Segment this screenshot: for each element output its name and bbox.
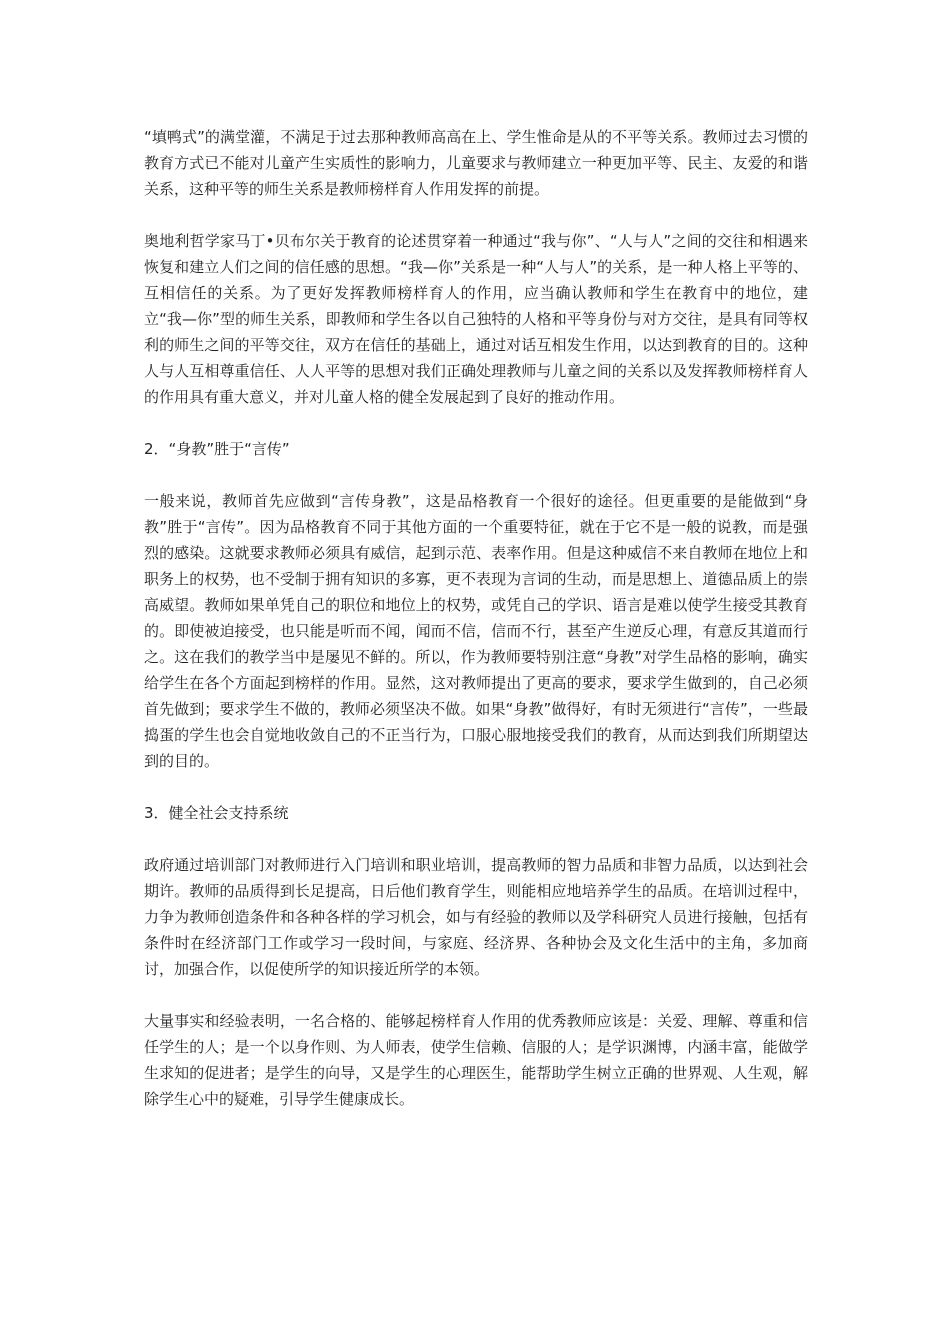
paragraph-social-support: 政府通过培训部门对教师进行入门培训和职业培训，提高教师的智力品质和非智力品质，以达到社会期许。教师的品质得到长足提高，日后他们教育学生，则能相应地培养学生的品质。在培训过程中，力争为教师创造条件和各种各样的学习机会，如与有经验的教师以及学科研究人员进行接触，包括有条件时在经济部门工作或学习一段时间，与家庭、经济界、各种协会及文化生活中的主角，多加商讨，加强合作，以促使所学的知识接近所学的本领。 (144, 856, 808, 978)
paragraph-qualified-teacher: 大量事实和经验表明，一名合格的、能够起榜样育人作用的优秀教师应该是：关爱、理解、尊重和信任学生的人；是一个以身作则、为人师表，使学生信赖、信服的人；是学识渊博，内涵丰富，能做学生求知的促进者；是学生的向导，又是学生的心理医生，能帮助学生树立正确的世界观、人生观，解除学生心中的疑难，引导学生健康成长。 (144, 1012, 808, 1108)
section-heading-3: 3．健全社会支持系统 (144, 804, 289, 822)
document-page (144, 124, 808, 1138)
paragraph-teacher-student-equality: “填鸭式”的满堂灌，不满足于过去那种教师高高在上、学生惟命是从的不平等关系。教师过去习惯的教育方式已不能对儿童产生实质性的影响力，儿童要求与教师建立一种更加平等、民主、友爱的和谐关系，这种平等的师生关系是教师榜样育人作用发挥的前提。 (144, 128, 808, 198)
paragraph-buber-i-thou: 奥地利哲学家马丁•贝布尔关于教育的论述贯穿着一种通过“我与你”、“人与人”之间的交往和相遇来恢复和建立人们之间的信任感的思想。“我—你”关系是一种“人与人”的关系，是一种人格上平等的、互相信任的关系。为了更好发挥教师榜样育人的作用，应当确认教师和学生在教育中的地位，建立“我—你”型的师生关系，即教师和学生各以自己独特的人格和平等身份与对方交往，是具有同等权利的师生之间的平等交往，双方在信任的基础上，通过对话互相发生作用，以达到教育的目的。这种人与人互相尊重信任、人人平等的思想对我们正确处理教师与儿童之间的关系以及发挥教师榜样育人的作用具有重大意义，并对儿童人格的健全发展起到了良好的推动作用。 (144, 232, 808, 406)
section-heading-2: 2．“身教”胜于“言传” (144, 440, 290, 458)
paragraph-teaching-by-example: 一般来说，教师首先应做到“言传身教”，这是品格教育一个很好的途径。但更重要的是能做到“身教”胜于“言传”。因为品格教育不同于其他方面的一个重要特征，就在于它不是一般的说教，而是强烈的感染。这就要求教师必须具有威信，起到示范、表率作用。但是这种威信不来自教师在地位上和职务上的权势，也不受制于拥有知识的多寡，更不表现为言词的生动，而是思想上、道德品质上的崇高威望。教师如果单凭自己的职位和地位上的权势，或凭自己的学识、语言是难以使学生接受其教育的。即使被迫接受，也只能是听而不闻，闻而不信，信而不行，甚至产生逆反心理，有意反其道而行之。这在我们的教学当中是屡见不鲜的。所以，作为教师要特别注意“身教”对学生品格的影响，确实给学生在各个方面起到榜样的作用。显然，这对教师提出了更高的要求，要求学生做到的，自己必须首先做到；要求学生不做的，教师必须坚决不做。如果“身教”做得好，有时无须进行“言传”，一些最捣蛋的学生也会自觉地收敛自己的不正当行为，口服心服地接受我们的教育，从而达到我们所期望达到的目的。 (144, 492, 808, 770)
